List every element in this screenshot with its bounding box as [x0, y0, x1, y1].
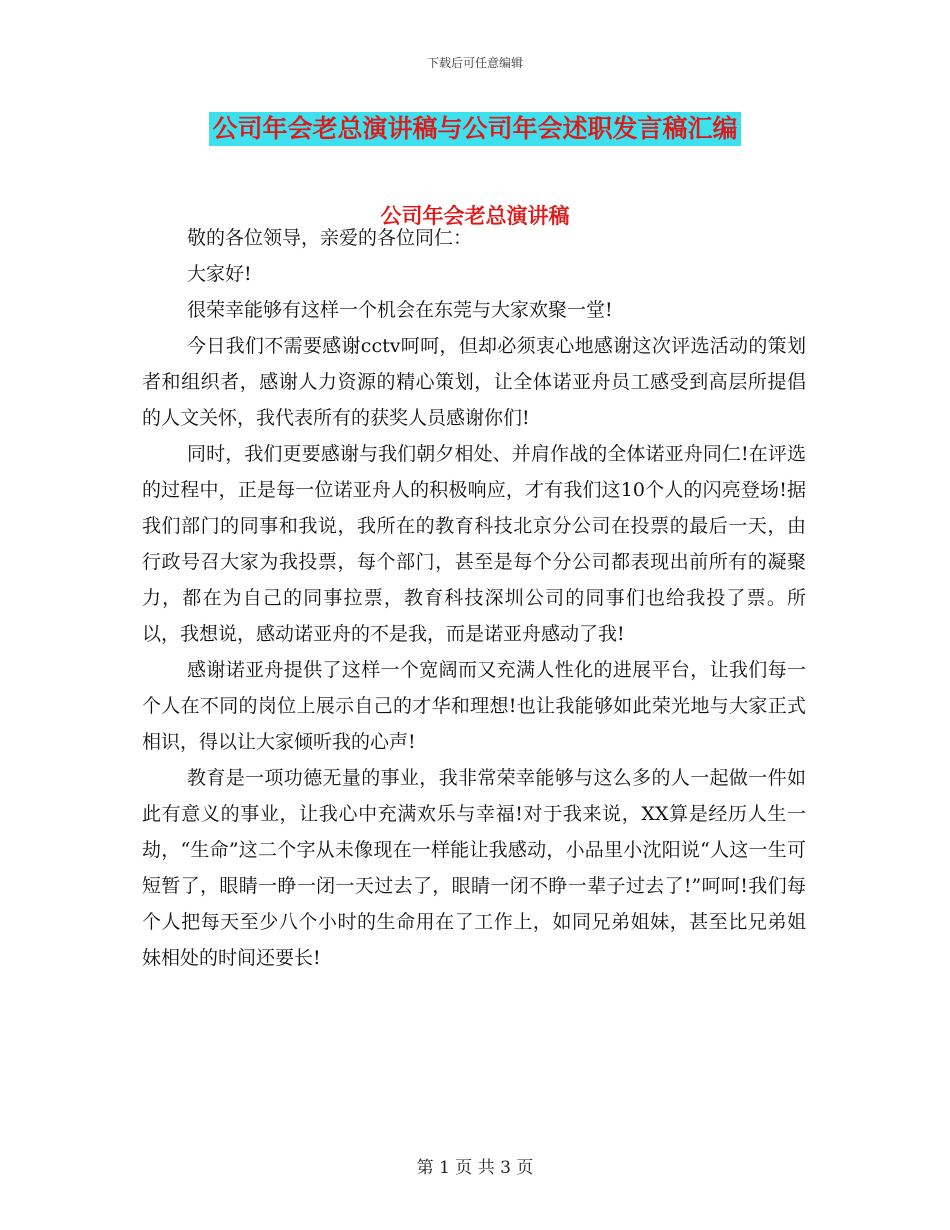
document-title: 公司年会老总演讲稿与公司年会述职发言稿汇编	[209, 112, 740, 146]
page-number-footer: 第 1 页 共 3 页	[416, 1158, 534, 1178]
document-title-block	[0, 112, 950, 146]
document-body	[142, 220, 806, 976]
page-header-note: 下载后可任意编辑	[426, 56, 523, 70]
paragraph: 同时，我们更要感谢与我们朝夕相处、并肩作战的全体诺亚舟同仁!在评选的过程中，正是每一位诺亚舟人的积极响应，才有我们这10个人的闪亮登场!据我们部门的同事和我说，我所在的教育科技北京分公司在投票的最后一天，由行政号召大家为我投票，每个部门，甚至是每个分公司都表现出前所有的凝聚力，都在为自己的同事拉票，教育科技深圳公司的同事们也给我投了票。所以，我想说，感动诺亚舟的不是我，而是诺亚舟感动了我!	[142, 443, 806, 645]
section-title: 公司年会老总演讲稿	[380, 204, 570, 228]
paragraph: 教育是一项功德无量的事业，我非常荣幸能够与这么多的人一起做一件如此有意义的事业，让我心中充满欢乐与幸福!对于我来说，XX算是经历人生一劫，“生命”这二个字从未像现在一样能让我感动，小品里小沈阳说“人这一生可短暂了，眼睛一睁一闭一天过去了，眼睛一闭不睁一辈子过去了!”呵呵!我们每个人把每天至少八个小时的生命用在了工作上，如同兄弟姐妹，甚至比兄弟姐妹相处的时间还要长!	[142, 767, 806, 969]
paragraph: 很荣幸能够有这样一个机会在东莞与大家欢聚一堂!	[187, 299, 613, 321]
paragraph: 感谢诺亚舟提供了这样一个宽阔而又充满人性化的进展平台，让我们每一个人在不同的岗位上展示自己的才华和理想!也让我能够如此荣光地与大家正式相识，得以让大家倾听我的心声!	[142, 659, 806, 753]
paragraph-greeting: 敬的各位领导，亲爱的各位同仁：	[187, 227, 473, 249]
paragraph-hello: 大家好!	[187, 263, 252, 285]
paragraph: 今日我们不需要感谢cctv呵呵，但却必须衷心地感谢这次评选活动的策划者和组织者，感谢人力资源的精心策划，让全体诺亚舟员工感受到高层所提倡的人文关怀，我代表所有的获奖人员感谢你们!	[142, 335, 806, 429]
